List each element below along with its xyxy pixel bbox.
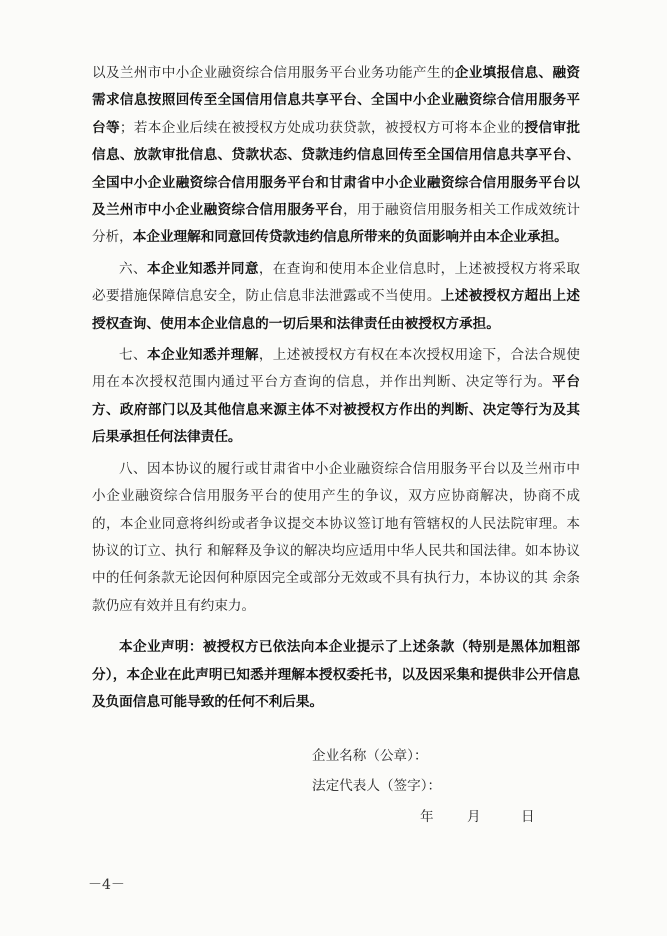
text-run: 七、 (119, 347, 147, 364)
text-run: 以及兰州市中小企业融资综合信用服务平台业务功能产生的 (92, 65, 455, 81)
bold-text-run: 本企业声明：被授权方已依法向本企业提示了上述条款（特别是黑体加粗部分），本企业在此声明已知悉并理解本授权委托书，以及因采集和提供非公开信息及负面信息可能导致的任何不利后果。 (92, 639, 580, 710)
paragraph-continuation (92, 60, 580, 252)
bold-text-run: 授信审批信息、放款审批信息、贷款状态、贷款违约信息回传至全国信用信息共享平台、全国中小企业融资综合信用服务平台和甘肃省中小企业融资综合信用服务平台以及兰州市中小企业融资综合信用服务平台 (92, 119, 580, 219)
bold-text-run: 上述被授权方超出上述授权查询、使用本企业信息的一切后果和法律责任由被授权方承担。 (92, 288, 580, 332)
bold-text-run: 企业填报信息、融资需求信息按照回传至全国信用信息共享平台、全国中小企业融资综合信用服务平台等 (92, 65, 580, 136)
text-run: 六、 (119, 260, 147, 277)
clause-6 (92, 256, 580, 338)
date-day-label: 日 (521, 809, 535, 825)
text-run: ，上述被授权方有权在本次授权用途下，合法合规使用在本次授权范围内通过平台方查询的信息，并作出判断、决定等行为。 (92, 347, 581, 391)
bold-text-run: 本企业理解和同意回传贷款违约信息所带来的负面影响并由本企业承担。 (132, 229, 568, 246)
date-month-label: 月 (467, 809, 481, 825)
company-name-seal-field: 企业名称（公章）： (312, 748, 428, 764)
bold-text-run: 本企业知悉并理解 (146, 347, 259, 364)
text-run: ，用于融资信用服务相关工作成效统计分析， (92, 202, 580, 246)
bold-text-run: 本企业知悉并同意 (146, 260, 259, 277)
page-number: －4－ (88, 877, 125, 893)
clause-7 (92, 342, 580, 452)
text-run: 八、因本协议的履行或甘肃省中小企业融资综合信用服务平台以及兰州市中小企业融资综合信用服务平台的使用产生的争议，双方应协商解决，协商不成的，本企业同意将纠纷或者争议提交本协议签订地有管辖权的人民法院审理。本协议的订立、执行 和解释及争议的解决均应适用中华人民共和国法律。如本协议中的任何条款无论因何种原因完全或部分无效或不具有执行力，本协议的其 余条款仍应有效并且有约束力。 (92, 460, 580, 614)
legal-representative-signature-field: 法定代表人（签字）： (312, 778, 442, 794)
text-run: ；若本企业后续在被授权方处成功获贷款，被授权方可将本企业的 (119, 119, 525, 136)
document-body (92, 60, 580, 716)
enterprise-declaration (92, 634, 580, 716)
signature-date (420, 805, 535, 825)
text-run: ，在查询和使用本企业信息时，上述被授权方将采取必要措施保障信息安全，防止信息非法泄露或不当使用。 (92, 260, 581, 305)
clause-8 (92, 456, 580, 620)
bold-text-run: 平台方、政府部门以及其他信息来源主体不对被授权方作出的判断、决定等行为及其后果承担任何法律责任。 (92, 374, 581, 446)
date-year-label: 年 (420, 809, 434, 825)
